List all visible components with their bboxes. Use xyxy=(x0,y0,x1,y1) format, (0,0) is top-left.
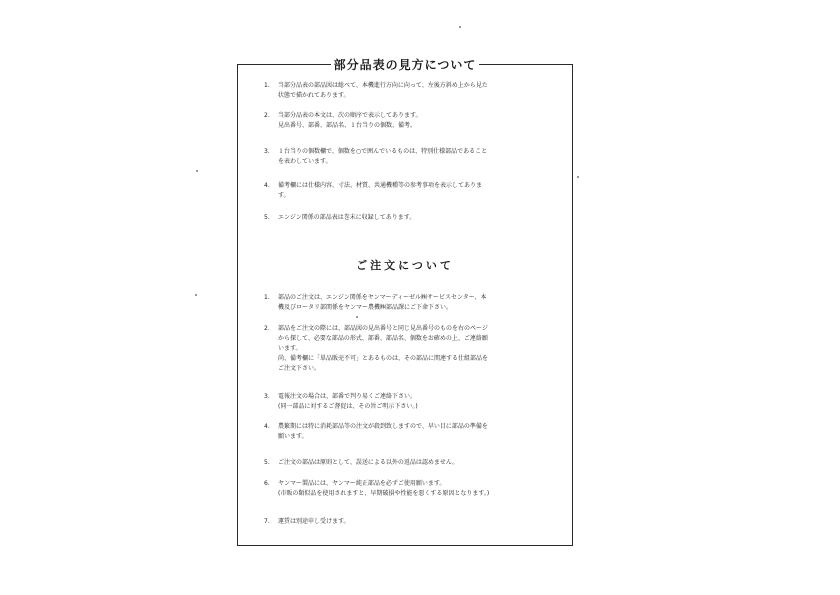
section2-item-2 xyxy=(264,324,554,374)
item-text-line: (市販の類似品を使用されますと、早期破損や性能を悪くする原因となります。) xyxy=(278,490,490,497)
item-text xyxy=(278,517,554,527)
item-number: 3. xyxy=(264,393,270,400)
scan-speck xyxy=(459,26,461,28)
item-text-line: ヤンマー製品には、ヤンマー純正部品を必ずご使用願います。 xyxy=(278,480,446,487)
scan-speck xyxy=(577,176,579,178)
item-text-line: 部品のご注文は、エンジン関係をヤンマーディーゼル㈱サービスセンター、本 xyxy=(278,294,487,301)
section1-item-1 xyxy=(264,81,554,101)
section1-title-text: 部分品表の見方について xyxy=(331,58,480,72)
item-text xyxy=(278,111,554,131)
item-number: 5. xyxy=(264,459,270,466)
item-number: 3. xyxy=(264,148,270,155)
item-number: 5. xyxy=(264,214,270,221)
scan-speck xyxy=(356,316,358,318)
item-text-line: 当部分品表の部品図は総べて、本機進行方向に向って、左後方斜め上から見た xyxy=(278,82,488,89)
section2-item-1 xyxy=(264,293,554,313)
item-number: 6. xyxy=(264,480,270,487)
item-text-line: エンジン関係の部品表は巻末に収録してあります。 xyxy=(278,214,416,221)
item-text xyxy=(278,458,554,468)
item-text-line: 状態で描かれてあります。 xyxy=(278,92,350,99)
parts-guide-frame xyxy=(237,58,573,546)
item-number: 4. xyxy=(264,423,270,430)
item-text-line: 部品をご注文の際には、部品図の見出番号と同じ見出番号のものを右のページ xyxy=(278,325,488,332)
section1-item-3 xyxy=(264,147,554,167)
item-text xyxy=(278,324,554,374)
item-text xyxy=(278,147,554,167)
item-number: 2. xyxy=(264,112,270,119)
item-text-line: ご注文の部品は原則として、誤送による以外の返品は認めません。 xyxy=(278,459,459,466)
item-number: 1. xyxy=(264,82,270,89)
item-text-line: す。 xyxy=(278,192,290,199)
item-text xyxy=(278,81,554,101)
item-text-line: を表わしています。 xyxy=(278,158,332,165)
item-text xyxy=(278,422,554,442)
section1-item-4 xyxy=(264,181,554,201)
item-text xyxy=(278,181,554,201)
item-text-line: います。 xyxy=(278,345,302,352)
section1-item-5 xyxy=(264,213,554,223)
item-text-line: １台当りの個数欄で、個数を○で囲んでいるものは、特別仕様部品であること xyxy=(278,148,488,155)
item-text-line: 農繁期には特に消耗部品等の注文が殺到致しますので、早い目に部品の準備を xyxy=(278,423,488,430)
item-number: 7. xyxy=(264,518,270,525)
section2-title: ご注文について xyxy=(356,259,454,272)
item-text-line: 当部分品表の本文は、次の順序で表示してあります。 xyxy=(278,112,422,119)
item-number: 1. xyxy=(264,294,270,301)
item-text-line: 見出番号、部番、部品名、１台当りの個数、備考。 xyxy=(278,122,417,129)
item-text-line: 電報注文の場合は、部番で判り易くご連絡下さい。 xyxy=(278,393,417,400)
item-text xyxy=(278,213,554,223)
item-text-line: 機及びロータリ部関係をヤンマー農機㈱部品課にご下命下さい。 xyxy=(278,304,452,311)
item-text xyxy=(278,479,554,499)
section2-item-3 xyxy=(264,392,554,412)
item-text xyxy=(278,392,554,412)
section1-item-2 xyxy=(264,111,554,131)
item-number: 2. xyxy=(264,325,270,332)
item-text-line: 備考欄には仕様内容、寸法、材質、共通機種等の参考事項を表示してありま xyxy=(278,182,483,189)
section2-item-7 xyxy=(264,517,554,527)
section2-item-6 xyxy=(264,479,554,499)
section2-item-5 xyxy=(264,458,554,468)
item-text xyxy=(278,293,554,313)
item-text-line: 尚、備考欄に「単品販売不可」とあるものは、その部品に関連する仕組部品を xyxy=(278,355,489,362)
section1-title xyxy=(238,56,572,73)
item-text-line: から探して、必要な部品の形式、部番、部品名、個数をお確めの上、ご連絡願 xyxy=(278,335,488,342)
item-text-line: (同一部品に対するご督促は、その旨ご明示下さい。) xyxy=(278,403,418,410)
item-text-line: 願います。 xyxy=(278,433,308,440)
scan-speck xyxy=(196,170,198,172)
scan-speck xyxy=(195,294,197,296)
item-text-line: ご注文下さい。 xyxy=(278,365,321,372)
section2-item-4 xyxy=(264,422,554,442)
item-number: 4. xyxy=(264,182,270,189)
item-text-line: 運賃は別途申し受けます。 xyxy=(278,518,350,525)
